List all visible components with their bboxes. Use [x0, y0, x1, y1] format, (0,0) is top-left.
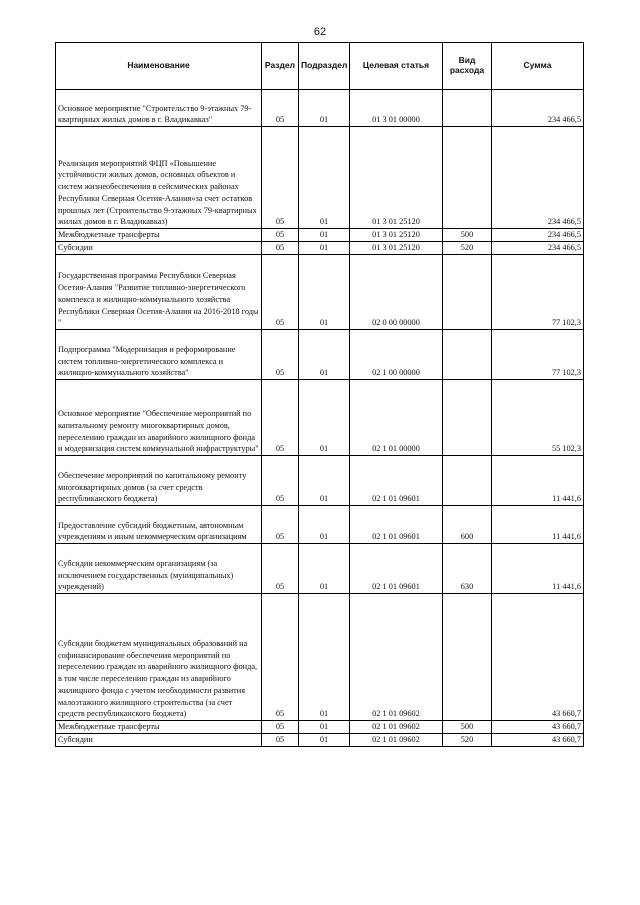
- header-name: Наименование: [56, 43, 262, 90]
- table-row: [56, 380, 584, 456]
- page-number: 62: [313, 26, 327, 38]
- cell-name: Подпрограмма "Модернизация и реформирование систем топливно-энергетического комплекса и жилищно-коммунального хозяйства": [56, 330, 262, 380]
- cell-sum: 77 102,3: [492, 330, 584, 380]
- cell-target: 02 1 01 09601: [350, 506, 443, 544]
- cell-section: 05: [262, 255, 299, 330]
- cell-kind: 600: [443, 506, 492, 544]
- cell-section: 05: [262, 90, 299, 127]
- cell-subsection: 01: [299, 90, 350, 127]
- table-row: [56, 90, 584, 127]
- cell-sum: 43 660,7: [492, 734, 584, 747]
- cell-section: 05: [262, 330, 299, 380]
- cell-sum: 43 660,7: [492, 721, 584, 734]
- cell-kind: [443, 380, 492, 456]
- header-target: Целевая статья: [350, 43, 443, 90]
- cell-subsection: 01: [299, 380, 350, 456]
- cell-sum: 43 660,7: [492, 594, 584, 721]
- cell-name: Межбюджетные трансферты: [56, 229, 262, 242]
- cell-kind: [443, 127, 492, 229]
- cell-subsection: 01: [299, 255, 350, 330]
- cell-kind: [443, 255, 492, 330]
- cell-name: Субсидии: [56, 242, 262, 255]
- cell-subsection: 01: [299, 544, 350, 594]
- table-row: [56, 127, 584, 229]
- cell-subsection: 01: [299, 456, 350, 506]
- cell-sum: 11 441,6: [492, 456, 584, 506]
- cell-subsection: 01: [299, 242, 350, 255]
- cell-name: Основное мероприятие "Обеспечение мероприятий по капитальному ремонту многоквартирных домов, переселению граждан из аварийного жилищного фонда и модернизация систем коммунальной инфраструктуры": [56, 380, 262, 456]
- cell-kind: 520: [443, 242, 492, 255]
- cell-kind: [443, 594, 492, 721]
- cell-target: 02 1 00 00000: [350, 330, 443, 380]
- cell-target: 02 1 01 09601: [350, 544, 443, 594]
- cell-target: 01 3 01 25120: [350, 229, 443, 242]
- cell-sum: 55 102,3: [492, 380, 584, 456]
- cell-subsection: 01: [299, 506, 350, 544]
- cell-kind: [443, 90, 492, 127]
- cell-section: 05: [262, 229, 299, 242]
- header-kind: Вид расхода: [443, 43, 492, 90]
- header-subsection: Подраздел: [299, 43, 350, 90]
- table-header-row: [56, 43, 584, 90]
- cell-name: Государственная программа Республики Северная Осетия-Алания "Развитие топливно-энергетического комплекса и жилищно-коммунального хозяйства Республики Северная Осетия-Алания на 2016-2018 годы ": [56, 255, 262, 330]
- cell-kind: 500: [443, 229, 492, 242]
- cell-subsection: 01: [299, 594, 350, 721]
- cell-name: Субсидии некоммерческим организациям (за исключением государственных (муниципальных) учреждений): [56, 544, 262, 594]
- table-row: [56, 330, 584, 380]
- cell-name: Обеспечение мероприятий по капитальному ремонту многоквартирных домов (за счет средств республиканского бюджета): [56, 456, 262, 506]
- cell-name: Субсидии: [56, 734, 262, 747]
- table-row: [56, 594, 584, 721]
- cell-section: 05: [262, 506, 299, 544]
- cell-target: 02 1 01 09602: [350, 734, 443, 747]
- cell-sum: 77 102,3: [492, 255, 584, 330]
- cell-subsection: 01: [299, 734, 350, 747]
- cell-target: 01 3 01 25120: [350, 242, 443, 255]
- budget-table: [55, 42, 584, 747]
- cell-kind: [443, 456, 492, 506]
- cell-target: 02 0 00 00000: [350, 255, 443, 330]
- cell-subsection: 01: [299, 721, 350, 734]
- cell-section: 05: [262, 734, 299, 747]
- cell-target: 02 1 01 09602: [350, 594, 443, 721]
- cell-name: Реализация мероприятий ФЦП «Повышение устойчивости жилых домов, основных объектов и систем жизнеобеспечения в сейсмических районах Республики Северная Осетия-Алания»за счет остатков прошлых лет (Строительство 9-этажных 79-квартирных жилых домов в г. Владикавказ): [56, 127, 262, 229]
- table-row: [56, 544, 584, 594]
- cell-kind: 630: [443, 544, 492, 594]
- cell-sum: 234 466,5: [492, 242, 584, 255]
- table-row: [56, 734, 584, 747]
- cell-sum: 11 441,6: [492, 544, 584, 594]
- cell-name: Межбюджетные трансферты: [56, 721, 262, 734]
- cell-sum: 11 441,6: [492, 506, 584, 544]
- cell-section: 05: [262, 594, 299, 721]
- cell-target: 01 3 01 00000: [350, 90, 443, 127]
- table-row: [56, 229, 584, 242]
- cell-sum: 234 466,5: [492, 229, 584, 242]
- cell-subsection: 01: [299, 229, 350, 242]
- table-row: [56, 721, 584, 734]
- cell-section: 05: [262, 456, 299, 506]
- cell-sum: 234 466,5: [492, 127, 584, 229]
- table-row: [56, 255, 584, 330]
- cell-target: 01 3 01 25120: [350, 127, 443, 229]
- table-row: [56, 506, 584, 544]
- header-sum: Сумма: [492, 43, 584, 90]
- cell-kind: 500: [443, 721, 492, 734]
- cell-target: 02 1 01 09602: [350, 721, 443, 734]
- cell-subsection: 01: [299, 127, 350, 229]
- cell-target: 02 1 01 09601: [350, 456, 443, 506]
- cell-name: Основное мероприятие "Строительство 9-этажных 79-квартирных жилых домов в г. Владикавказ": [56, 90, 262, 127]
- table-row: [56, 242, 584, 255]
- cell-kind: 520: [443, 734, 492, 747]
- cell-sum: 234 466,5: [492, 90, 584, 127]
- cell-kind: [443, 330, 492, 380]
- header-section: Раздел: [262, 43, 299, 90]
- cell-section: 05: [262, 721, 299, 734]
- table-row: [56, 456, 584, 506]
- cell-section: 05: [262, 127, 299, 229]
- cell-name: Предоставление субсидий бюджетным, автономным учреждениям и иным некоммерческим организациям: [56, 506, 262, 544]
- cell-subsection: 01: [299, 330, 350, 380]
- cell-section: 05: [262, 544, 299, 594]
- cell-section: 05: [262, 242, 299, 255]
- cell-target: 02 1 01 00000: [350, 380, 443, 456]
- cell-name: Субсидии бюджетам муниципальных образований на софинансирование обеспечения мероприятий по переселению граждан из аварийного жилищного фонда, в том числе переселению граждан из аварийного жилищного фонда с учетом необходимости развития малоэтажного жилищного строительства (за счет средств республиканского бюджета): [56, 594, 262, 721]
- cell-section: 05: [262, 380, 299, 456]
